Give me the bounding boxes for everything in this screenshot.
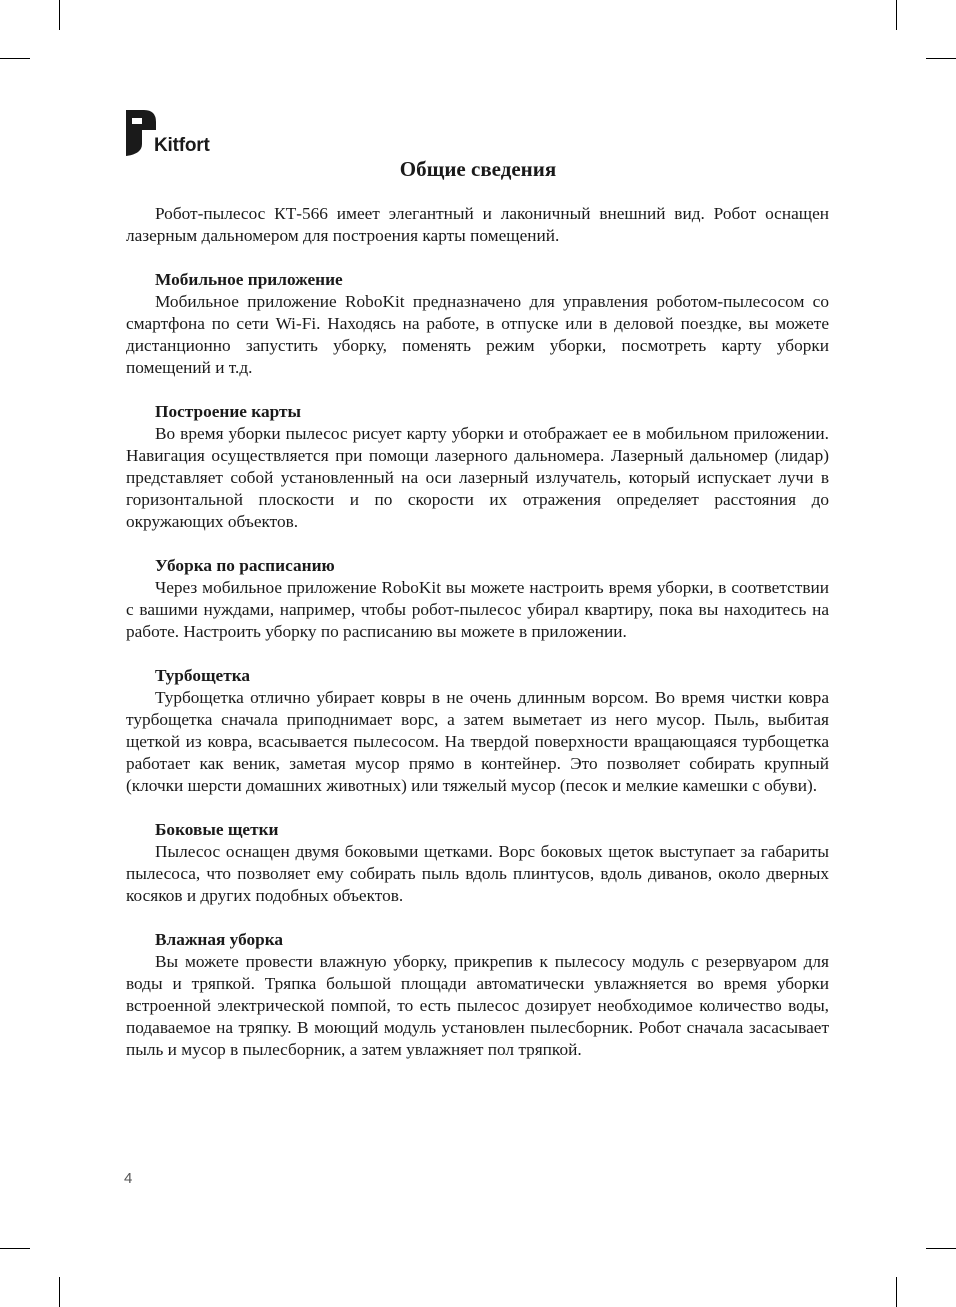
section-turbo-brush: [126, 665, 829, 797]
crop-mark-left-bottom: [0, 1248, 30, 1249]
section-map-building: [126, 401, 829, 533]
section-heading: Боковые щетки: [155, 820, 279, 839]
section-paragraph: Во время уборки пылесос рисует карту уборки и отображает ее в мобильном приложении. Навигация осуществляется при помощи лазерного дальномера. Лазерный дальномер (лидар) представляет собой установленный на оси лазерный излучатель, который испускает лучи в горизонтальной плоскости и по скорости их отражения определяет расстояния до окружающих объектов.: [126, 424, 829, 531]
section-side-brushes: [126, 819, 829, 907]
crop-mark-right-top: [926, 58, 956, 59]
document-body: [126, 203, 829, 1061]
section-paragraph: Турбощетка отлично убирает ковры в не очень длинным ворсом. Во время чистки ковра турбощетка сначала приподнимает ворс, а затем выметает из него мусор. Пыль, выбитая щеткой из ковра, всасывается пылесосом. На твердой поверхности вращающаяся турбощетка работает как веник, заметая мусор прямо в контейнер. Это позволяет собирать крупный (клочки шерсти домашних животных) или тяжелый мусор (песок и мелкие камешки с обуви).: [126, 688, 829, 795]
crop-mark-right-bottom: [926, 1248, 956, 1249]
section-heading: Турбощетка: [155, 666, 251, 685]
section-heading: Построение карты: [155, 402, 301, 421]
section-heading: Мобильное приложение: [155, 270, 343, 289]
crop-mark-top-right: [896, 0, 897, 30]
crop-mark-top-left: [59, 0, 60, 30]
intro-paragraph: Робот-пылесос КТ-566 имеет элегантный и лаконичный внешний вид. Робот оснащен лазерным дальномером для построения карты помещений.: [126, 204, 829, 245]
crop-mark-left-top: [0, 58, 30, 59]
section-paragraph: Через мобильное приложение RoboKit вы можете настроить время уборки, в соответствии с вашими нуждами, например, чтобы робот-пылесос убирал квартиру, пока вы находитесь на работе. Настроить уборку по расписанию вы можете в приложении.: [126, 578, 829, 641]
page-title: Общие сведения: [399, 157, 557, 181]
section-paragraph: Пылесос оснащен двумя боковыми щетками. Ворс боковых щеток выступает за габариты пылесоса, что позволяет ему собирать пыль вдоль плинтусов, вдоль диванов, около дверных косяков и других подобных объектов.: [126, 842, 829, 905]
section-paragraph: Мобильное приложение RoboKit предназначено для управления роботом-пылесосом со смартфона по сети Wi-Fi. Находясь на работе, в отпуске или в деловой поездке, вы можете дистанционно запустить уборку, поменять режим уборки, посмотреть карту уборки помещений и т.д.: [126, 292, 829, 377]
section-heading: Уборка по расписанию: [155, 556, 335, 575]
section-wet-cleaning: [126, 929, 829, 1061]
section-schedule: [126, 555, 829, 643]
crop-mark-bottom-left: [59, 1277, 60, 1307]
section-paragraph: Вы можете провести влажную уборку, прикрепив к пылесосу модуль с резервуаром для воды и тряпкой. Тряпка большой площади автоматически увлажняется во время уборки встроенной электрической помпой, то есть пылесос дозирует необходимое количество воды, подаваемое на тряпку. В моющий модуль установлен пылесборник. Робот сначала засасывает пыль и мусор в пылесборник, а затем увлажняет пол тряпкой.: [126, 952, 829, 1059]
section-heading: Влажная уборка: [155, 930, 284, 949]
page-number: 4: [124, 1170, 133, 1187]
section-mobile-app: [126, 269, 829, 379]
crop-mark-bottom-right: [896, 1277, 897, 1307]
brand-name: Kitfort: [154, 135, 210, 156]
kitfort-logo-icon: [126, 108, 156, 156]
